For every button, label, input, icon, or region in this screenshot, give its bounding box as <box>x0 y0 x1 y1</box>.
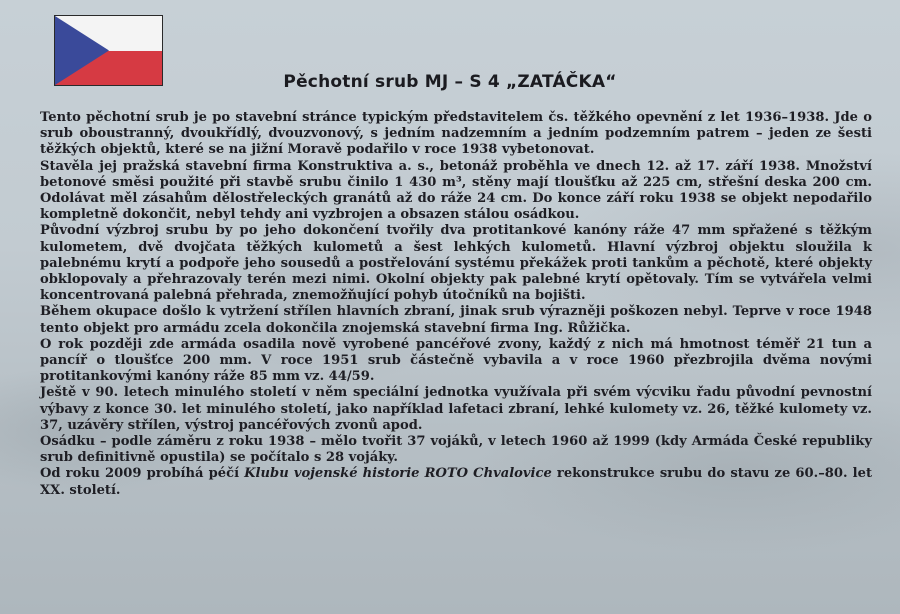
paragraph-7: Osádku – podle záměru z roku 1938 – mělo tvořit 37 vojáků, v letech 1960 až 1999 (kdy Armáda České republiky srub definitivně opustila) se počítalo s 28 vojáky. <box>40 434 872 466</box>
paragraph-6: Ještě v 90. letech minulého století v něm speciální jednotka využívala při svém výcviku řadu původní pevnostní výbavy z konce 30. let minulého století, jako například lafetaci zbraní, lehké kulomety vz. 26, těžké kulomety vz. 37, uzávěry střílen, výstroj pancéřových zvonů apod. <box>40 385 872 433</box>
paragraph-8-end: rekonstrukce srubu do stavu ze 60.–80. let XX. století. <box>40 466 873 498</box>
paragraph-5: O rok později zde armáda osadila nově vyrobené pancéřové zvony, každý z nich má hmotnost téměř 21 tun a pancíř o tloušťce 200 mm. V roce 1951 srub částečně vybavila a v roce 1960 přezbrojila dvěma novými protitankovými kanóny ráže 85 mm vz. 44/59. <box>40 336 872 385</box>
paragraph-3: Původní výzbroj srubu by po jeho dokončení tvořily dva protitankové kanóny ráže 47 mm spřažené s těžkým kulometem, dvě dvojčata těžkých kulometů a šest lehkých kulometů. Hlavní výzbroj objektu sloužila k palebnému krytí a podpoře jeho sousedů a postřelování systému překážek proti tankům a pěchotě, které objekty obklopovaly a přehrazovaly terén mezi nimi. Okolní objekty pak palebné krytí opětovaly. Tím se vytvářela velmi koncentrovaná palebná přehrada, znemožňující pohyb útočníků na bojišti. <box>40 223 872 304</box>
sign-title: Pěchotní srub MJ – S 4 „ZATÁČKA“ <box>283 72 617 92</box>
paragraph-1: Tento pěchotní srub je po stavební stránce typickým představitelem čs. těžkého opevnění z let 1936–1938. Jde o srub oboustranný, dvoukřídlý, dvouzvonový, s jedním nadzemním a jedním podzemním patrem – jeden ze šesti těžkých objektů, které se na jižní Moravě podařilo v roce 1938 vybetonovat. <box>40 110 872 158</box>
paragraph-8 <box>40 466 872 498</box>
paragraph-2: Stavěla jej pražská stavební firma Konstruktiva a. s., betonáž proběhla ve dnech 12. až 17. září 1938. Množství betonové směsi použité při stavbě srubu činilo 1 430 m³, stěny mají tloušťku až 225 cm, střešní deska 200 cm. Odolávat měl zásahům dělostřeleckých granátů až do ráže 24 cm. Do konce září roku 1938 se objekt nepodařilo kompletně dokončit, nebyl tehdy ani vyzbrojen a obsazen stálou osádkou. <box>40 158 872 223</box>
paragraph-4: Během okupace došlo k vytržení střílen hlavních zbraní, jinak srub výrazněji poškozen nebyl. Teprve v roce 1948 tento objekt pro armádu zcela dokončila znojemská stavební firma Ing. Růžička. <box>40 304 872 336</box>
club-name: Klubu vojenské historie ROTO Chvalovice <box>244 466 552 482</box>
sign-body <box>40 110 872 499</box>
paragraph-8-start: Od roku 2009 probíhá péčí <box>40 466 245 482</box>
